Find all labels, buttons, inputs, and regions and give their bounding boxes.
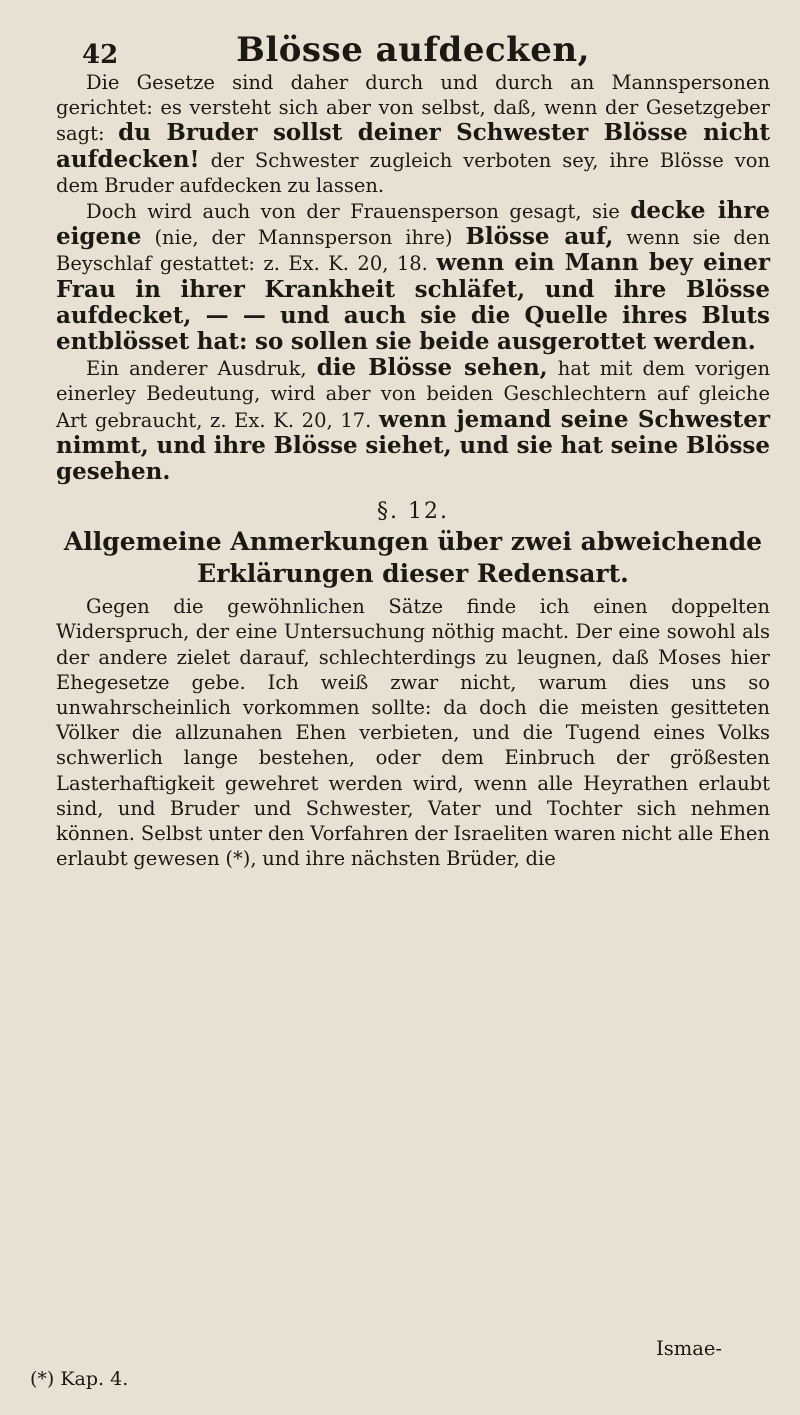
page-number: 42 [82, 40, 119, 70]
paragraph-3 [56, 355, 770, 485]
paragraph-1-lead: Die Gesetze sind daher durch und durch an Mannspersonen gerichtet: es versteht sich aber von selbst, daß, wenn der Gesetzgeber sagt: [56, 71, 770, 146]
paragraph-2-emphasis-1: decke ihre eigene [56, 197, 770, 251]
footnote: (*) Kap. 4. [30, 1368, 129, 1390]
paragraph-4: Gegen die gewöhnlichen Sätze finde ich einen doppelten Widerspruch, der eine Untersuchung nöthig macht. Der eine sowohl als der andere zielet darauf, schlechterdings zu leugnen, daß Moses hier Ehegesetze gebe. Ich weiß zwar nicht, warum dies uns so unwahrscheinlich vorkommen sollte: da doch die meisten gesitteten Völker die allzunahen Ehen verbieten, und die Tugend eines Volks schwerlich lange bestehen, oder dem Einbruch der größesten Lasterhaftigkeit gewehret werden wird, wenn alle Heyrathen erlaubt sind, und Bruder und Schwester, Vater und Tochter sich nehmen können. Selbst unter den Vorfahren der Israeliten waren nicht alle Ehen erlaubt gewesen (*), und ihre nächsten Brüder, die [56, 595, 770, 871]
paragraph-2-emphasis-2: Blösse auf, [465, 223, 614, 251]
paragraph-2 [56, 198, 770, 355]
page-header [56, 16, 770, 70]
running-head: Blösse aufdecken, [236, 30, 590, 70]
paragraph-1-tail: der Schwester zugleich verboten sey, ihre Blösse von dem Bruder aufdecken zu lassen. [56, 148, 771, 197]
section-heading: Allgemeine Anmerkungen über zwei abweichende Erklärungen dieser Redensart. [63, 527, 763, 589]
section-number: §. 12. [377, 499, 449, 525]
paragraph-2-lead: Doch wird auch von der Frauensperson gesagt, sie [86, 200, 620, 224]
paragraph-3-emphasis-2: wenn jemand seine Schwester nimmt, und ihre Blösse siehet, und sie hat seine Blösse gesehen. [56, 405, 771, 486]
paragraph-3-lead: Ein anderer Ausdruk, [86, 357, 307, 381]
paragraph-1-emphasis: du Bruder sollst deiner Schwester Blösse nicht aufdecken! [56, 119, 770, 173]
paragraph-3-mid: hat mit dem vorigen einerley Bedeutung, wird aber von beiden Geschlechtern auf gleiche Art gebraucht, z. Ex. K. 20, 17. [56, 357, 771, 432]
paragraph-2-emphasis-3: wenn ein Mann bey einer Frau in ihrer Krankheit schläfet, und ihre Blösse aufdecket, — — und auch sie die Quelle ihres Bluts entblösset hat: so sollen sie beide ausgerottet werden. [56, 249, 770, 356]
catchword: Ismae- [656, 1337, 722, 1360]
paragraph-2-mid: wenn sie den Beyschlaf gestattet: z. Ex. K. 20, 18. [56, 226, 770, 276]
paragraph-2-paren: (nie, der Mannsperson ihre) [154, 226, 453, 250]
paragraph-1 [56, 70, 770, 198]
paragraph-3-emphasis-1: die Blösse sehen, [316, 354, 548, 382]
